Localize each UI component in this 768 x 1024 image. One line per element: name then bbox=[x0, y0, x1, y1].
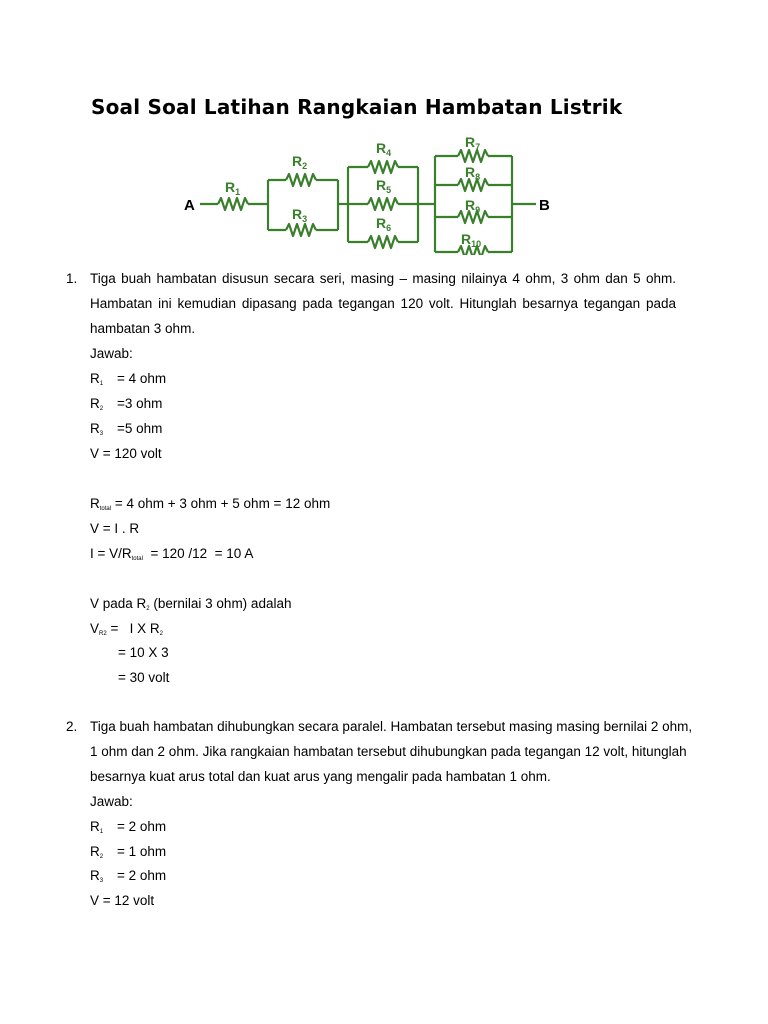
q2-answer-label: Jawab: bbox=[90, 794, 133, 809]
q1-voltage: V = 120 volt bbox=[90, 446, 162, 461]
resistor-r1-label: $R_1$ bbox=[225, 179, 241, 197]
q2-given-r1-value: = 2 ohm bbox=[117, 819, 167, 834]
resistor-r4-label: $R_4$ bbox=[376, 140, 392, 158]
q1-given-r1-value: = 4 ohm bbox=[117, 371, 167, 386]
node-b-label: B bbox=[539, 197, 550, 214]
q1-given-r1: $R_1$ bbox=[90, 371, 104, 387]
q1-step-2: = 30 volt bbox=[118, 670, 170, 685]
resistor-r7-label: $R_7$ bbox=[465, 134, 481, 152]
resistor-r2-label: $R_2$ bbox=[292, 153, 308, 171]
q1-given-r2: $R_2$ bbox=[90, 396, 104, 412]
resistor-r6-label: $R_6$ bbox=[376, 215, 392, 233]
q2-text-line-3: besarnya kuat arus total dan kuat arus yang mengalir pada hambatan 1 ohm. bbox=[90, 769, 551, 784]
q1-text-line-1: Tiga buah hambatan disusun secara seri, masing – masing nilainya 4 ohm, 3 ohm dan 5 ohm. bbox=[90, 271, 676, 286]
q1-step-1: = 10 X 3 bbox=[118, 645, 169, 660]
page-title: Soal Soal Latihan Rangkaian Hambatan Listrik bbox=[91, 95, 623, 119]
q1-text-line-3: hambatan 3 ohm. bbox=[90, 321, 196, 336]
q1-given-r2-value: =3 ohm bbox=[117, 396, 163, 411]
q2-text-line-2: 1 ohm dan 2 ohm. Jika rangkaian hambatan tersebut dihubungkan pada tegangan 12 volt, hitunglah bbox=[90, 744, 687, 759]
q2-number: 2. bbox=[66, 719, 78, 734]
resistor-r8-label: $R_8$ bbox=[465, 164, 481, 182]
resistor-r3-label: $R_3$ bbox=[292, 206, 308, 224]
q2-given-r1: $R_1$ bbox=[90, 819, 104, 835]
q2-voltage: V = 12 volt bbox=[90, 893, 155, 908]
q2-given-r3: $R_3$ bbox=[90, 868, 104, 884]
q1-rtotal: $R_{total} = 4$ ohm + 3 ohm + 5 ohm = 12 ohm bbox=[90, 496, 331, 512]
q1-ohm-law: V = I . R bbox=[90, 521, 140, 536]
circuit-diagram bbox=[180, 130, 580, 255]
q2-given-r3-value: = 2 ohm bbox=[117, 868, 167, 883]
resistor-r10-label: $R_{10}$ bbox=[461, 231, 482, 249]
q1-vr2-intro: V pada $R_2$ (bernilai 3 ohm) adalah bbox=[90, 596, 292, 612]
q1-number: 1. bbox=[66, 271, 78, 286]
node-a-label: A bbox=[184, 197, 195, 214]
q1-given-r3: $R_3$ bbox=[90, 421, 104, 437]
q2-text-line-1: Tiga buah hambatan dihubungkan secara paralel. Hambatan tersebut masing masing bernilai 2 ohm, bbox=[90, 719, 693, 734]
resistor-r9-label: $R_9$ bbox=[465, 197, 481, 215]
q1-given-r3-value: =5 ohm bbox=[117, 421, 163, 436]
resistor-r5-label: $R_5$ bbox=[376, 177, 392, 195]
q1-vr2-equation: $V_{R2} = I$ X $R_2$ bbox=[90, 621, 163, 637]
q2-given-r2: $R_2$ bbox=[90, 844, 104, 860]
q2-given-r2-value: = 1 ohm bbox=[117, 844, 167, 859]
q1-text-line-2: Hambatan ini kemudian dipasang pada tegangan 120 volt. Hitunglah besarnya tegangan pada bbox=[90, 296, 676, 311]
q1-current: $I = V/R_{total} = 120$ /12 = 10 A bbox=[90, 546, 254, 562]
q1-answer-label: Jawab: bbox=[90, 346, 133, 361]
